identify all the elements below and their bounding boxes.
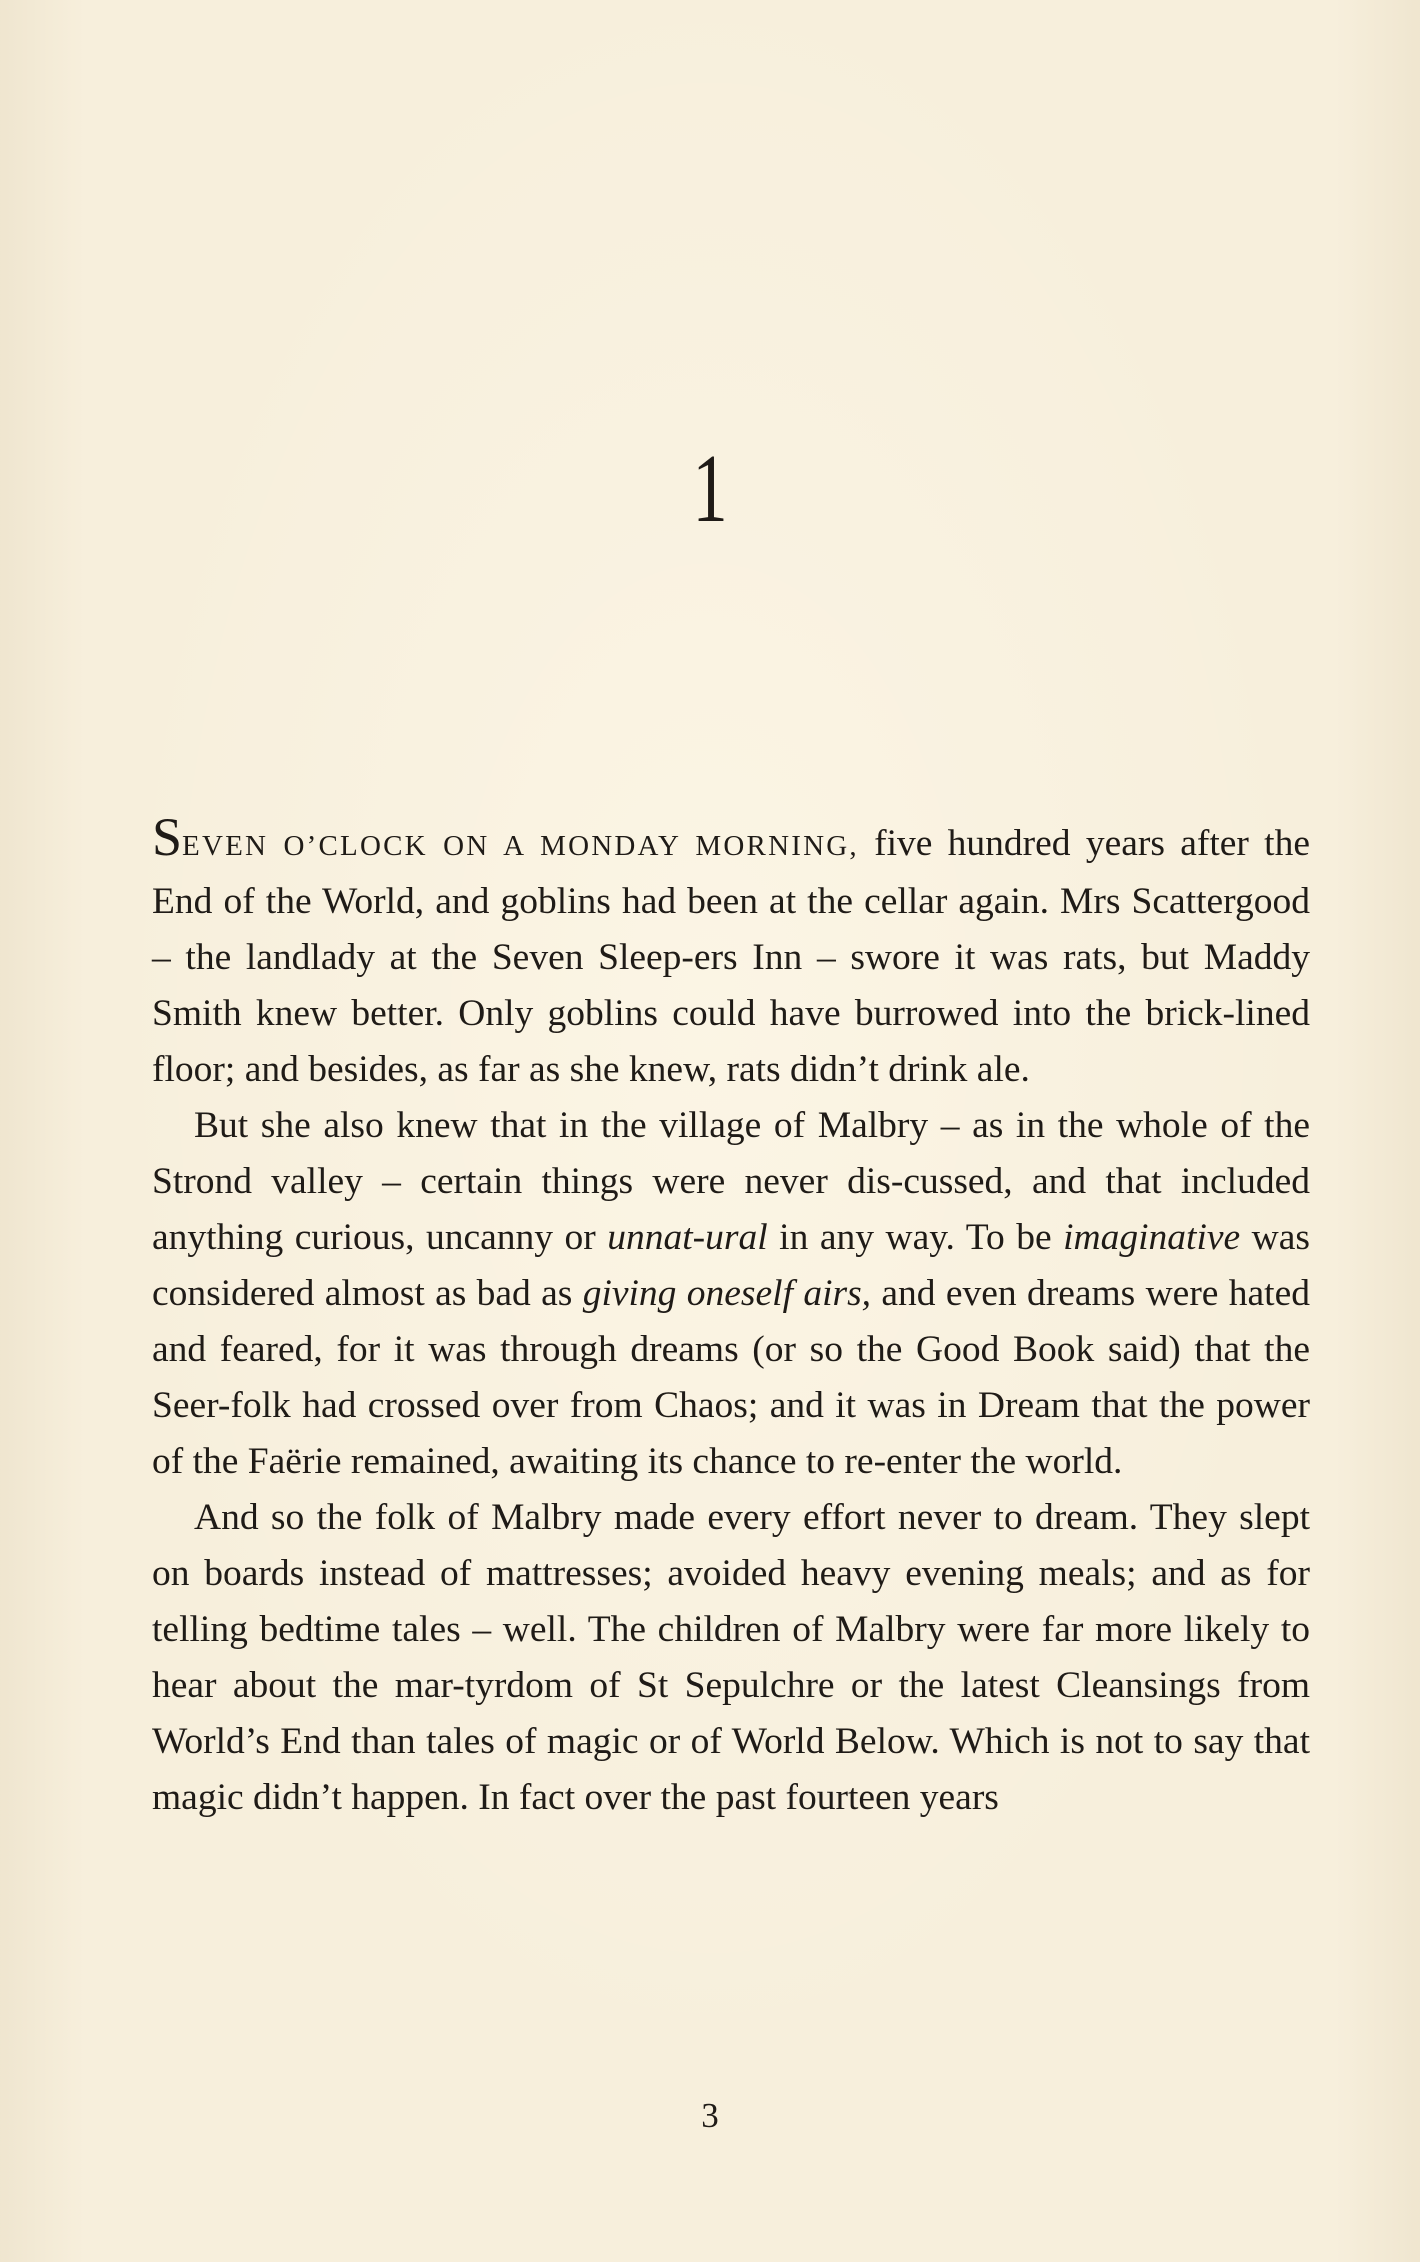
paragraph-2-text-2: in any way. To be: [767, 1217, 1064, 1258]
drop-cap: S: [152, 807, 183, 867]
chapter-number: 1: [692, 435, 728, 543]
small-caps-opening: EVEN O’CLOCK ON A MONDAY MORNING,: [182, 830, 859, 862]
italic-giving-oneself-airs: giving oneself airs,: [582, 1273, 872, 1314]
paragraph-2-text-3: was considered almost as bad as: [152, 1217, 1311, 1314]
paragraph-2: [152, 1098, 1310, 1490]
paragraph-1-text: five hundred years after the End of the World, and goblins had been at the cellar again. Mrs Scattergood – the landlady at the Seven Sleep-ers Inn – swore it was rats, but Maddy Smith knew better. Only goblins could have burrowed into the brick-lined floor; and besides, as far as she knew, rats didn’t drink ale.: [152, 823, 1310, 1090]
paragraph-3: And so the folk of Malbry made every effort never to dream. They slept on boards instead of mattresses; avoided heavy evening meals; and as for telling bedtime tales – well. The children of Malbry were far more likely to hear about the mar-tyrdom of St Sepulchre or the latest Cleansings from World’s End than tales of magic or of World Below. Which is not to say that magic didn’t happen. In fact over the past fourteen years: [152, 1497, 1310, 1818]
paragraph-2-text-4: and even dreams were hated and feared, for it was through dreams (or so the Good Book said) that the Seer-folk had crossed over from Chaos; and it was in Dream that the power of the Faërie remained, awaiting its chance to re-enter the world.: [152, 1273, 1310, 1482]
italic-imaginative: imaginative: [1063, 1217, 1241, 1258]
paragraph-1: [152, 807, 1310, 1098]
paragraph-2-text-1: But she also knew that in the village of Malbry – as in the whole of the Strond valley – certain things were never dis-cussed, and that included anything curious, uncanny or: [152, 1105, 1310, 1258]
body-text: [152, 807, 1311, 1826]
italic-unnatural: unnat-ural: [607, 1217, 768, 1258]
page-number: 3: [701, 2096, 719, 2135]
